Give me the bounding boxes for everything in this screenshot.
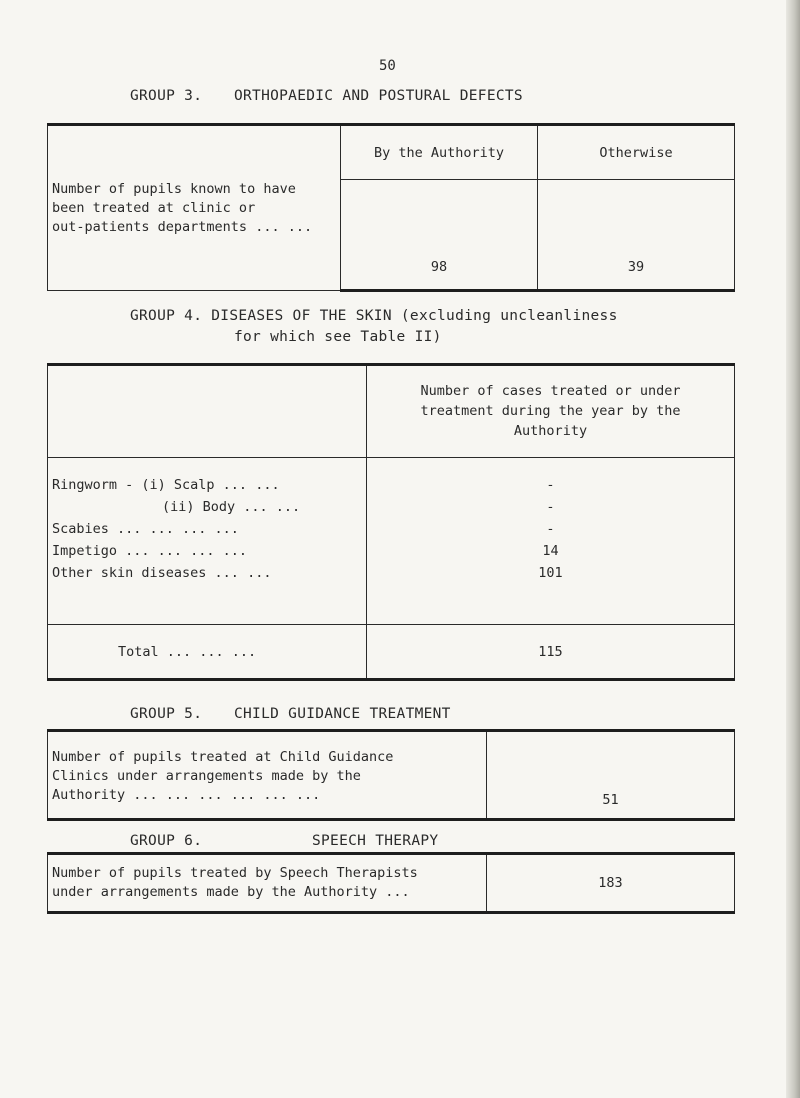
group4-row-label: Impetigo ... ... ... ... bbox=[52, 542, 248, 559]
group4-row-value: - bbox=[546, 520, 555, 537]
group4-values bbox=[367, 457, 735, 625]
group4-row-label: Ringworm - (i) Scalp ... ... bbox=[52, 476, 280, 493]
group5-value: 51 bbox=[487, 731, 735, 820]
group4-table bbox=[47, 363, 735, 681]
group3-row-label-line3: out-patients departments ... ... bbox=[52, 218, 313, 235]
group6-row-label-line2: under arrangements made by the Authority ... bbox=[52, 884, 410, 900]
group4-total-value: 115 bbox=[367, 625, 735, 680]
group4-col-header bbox=[367, 365, 735, 458]
group5-heading-title: CHILD GUIDANCE TREATMENT bbox=[234, 706, 451, 722]
group3-value-otherwise: 39 bbox=[538, 180, 735, 291]
group6-value: 183 bbox=[487, 854, 735, 913]
group4-row-value: - bbox=[546, 498, 555, 515]
group6-heading-title: SPEECH THERAPY bbox=[312, 833, 439, 849]
group3-heading-number: GROUP 3. bbox=[130, 88, 203, 104]
group4-header-blank bbox=[48, 365, 367, 458]
group4-total-label: Total ... ... ... bbox=[48, 625, 367, 680]
group3-table bbox=[47, 123, 735, 292]
group5-row-label-line1: Number of pupils treated at Child Guidance bbox=[52, 748, 394, 765]
group6-row-label bbox=[48, 854, 487, 913]
group3-row-label bbox=[48, 125, 341, 291]
group6-table bbox=[47, 852, 735, 914]
group3-col-otherwise: Otherwise bbox=[538, 125, 735, 180]
group4-row-value: 101 bbox=[538, 564, 563, 581]
group4-row-label: (ii) Body ... ... bbox=[162, 498, 301, 515]
group4-labels bbox=[48, 457, 367, 625]
group4-col-header-line3: Authority bbox=[513, 423, 588, 440]
group3-heading-title: ORTHOPAEDIC AND POSTURAL DEFECTS bbox=[234, 88, 523, 104]
group5-table bbox=[47, 729, 735, 821]
group3-value-authority: 98 bbox=[341, 180, 538, 291]
group4-row-label: Other skin diseases ... ... bbox=[52, 564, 272, 581]
group3-row-label-line2: been treated at clinic or bbox=[52, 199, 256, 216]
group4-heading-line2: for which see Table II) bbox=[234, 329, 442, 345]
group4-row-value: 14 bbox=[542, 542, 559, 559]
group5-heading-number: GROUP 5. bbox=[130, 706, 203, 722]
group5-row-label-line2: Clinics under arrangements made by the bbox=[52, 767, 361, 784]
group6-row-label-line1: Number of pupils treated by Speech Therapists bbox=[52, 865, 418, 881]
group4-col-header-line1: Number of cases treated or under bbox=[420, 383, 681, 400]
group5-row-label-line3: Authority ... ... ... ... ... ... bbox=[52, 786, 321, 803]
page-edge-shadow bbox=[786, 0, 800, 1098]
group4-row-label: Scabies ... ... ... ... bbox=[52, 520, 239, 537]
group4-heading-line1: GROUP 4. DISEASES OF THE SKIN (excluding uncleanliness bbox=[130, 308, 618, 324]
group5-row-label bbox=[48, 731, 487, 820]
group4-col-header-line2: treatment during the year by the bbox=[420, 403, 681, 420]
page-number: 50 bbox=[379, 58, 396, 74]
group3-row-label-line1: Number of pupils known to have bbox=[52, 180, 296, 197]
group4-row-value: - bbox=[546, 476, 555, 493]
group6-heading-number: GROUP 6. bbox=[130, 833, 203, 849]
group3-col-authority: By the Authority bbox=[341, 125, 538, 180]
